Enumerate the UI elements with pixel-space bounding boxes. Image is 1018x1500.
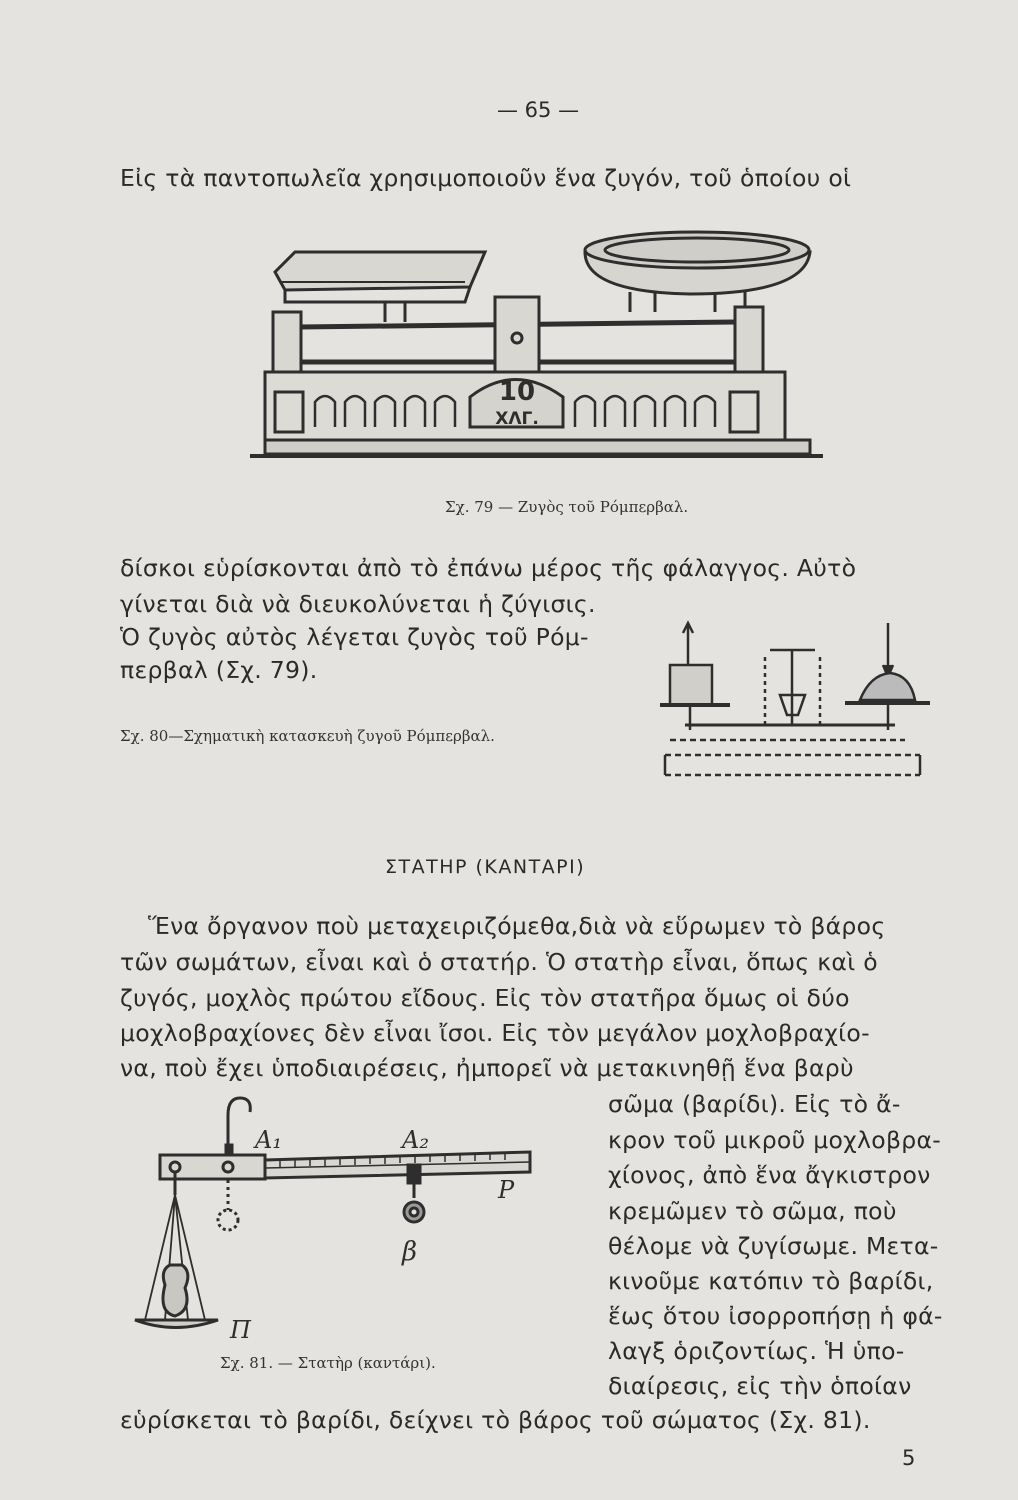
figure-80-caption: Σχ. 80—Σχηματικὴ κατασκευὴ ζυγοῦ Ρόμπερβαλ. [120, 727, 495, 745]
right-col-line-7: ἕως ὅτου ἰσορροπήσῃ ἡ φά- [608, 1302, 943, 1330]
figure-79-engraving-top: 10 [498, 377, 536, 407]
right-col-line-6: κινοῦμε κατόπιν τὸ βαρίδι, [608, 1267, 934, 1295]
para1-line2: γίνεται διὰ νὰ διευκολύνεται ἡ ζύγισις. [120, 590, 596, 618]
para2-line1: Ὁ ζυγὸς αὐτὸς λέγεται ζυγὸς τοῦ Ρόμ- [120, 623, 589, 651]
body-line-1: Ἕνα ὄργανον ποὺ μεταχειριζόμεθα,διὰ νὰ εὕρωμεν τὸ βάρος [148, 912, 886, 940]
label-p: P [498, 1176, 515, 1204]
right-col-line-5: θέλομε νὰ ζυγίσωμε. Μετα- [608, 1232, 939, 1260]
body-line-4: μοχλοβραχίονες δὲν εἶναι ἴσοι. Εἰς τὸν μεγάλον μοχλοβραχίο- [120, 1019, 870, 1047]
body-line-5: να, ποὺ ἔχει ὑποδιαιρέσεις, ἠμπορεῖ νὰ μετακινηθῇ ἕνα βαρὺ [120, 1054, 854, 1082]
label-b: β [402, 1237, 418, 1267]
page-number: — 65 — [497, 98, 580, 122]
figure-80-schematic [655, 615, 950, 795]
right-col-line-2: κρον τοῦ μικροῦ μοχλοβρα- [608, 1126, 942, 1154]
right-col-line-9: διαίρεσις, εἰς τὴν ὁποίαν [608, 1372, 912, 1400]
page-number-bottom: 5 [902, 1446, 916, 1470]
figure-79-engraving-bottom: ΧΛΓ. [495, 409, 539, 429]
label-a2: A₂ [402, 1126, 429, 1154]
intro-line: Εἰς τὰ παντοπωλεῖα χρησιμοποιοῦν ἕνα ζυγόν, τοῦ ὁποίου οἱ [120, 164, 852, 192]
figure-79-caption: Σχ. 79 — Ζυγὸς τοῦ Ρόμπερβαλ. [445, 498, 689, 516]
figure-79-roberval-balance [245, 212, 825, 482]
body-line-2: τῶν σωμάτων, εἶναι καὶ ὁ στατήρ. Ὁ στατὴρ εἶναι, ὅπως καὶ ὁ [120, 948, 878, 976]
figure-81-caption: Σχ. 81. — Στατὴρ (καντάρι). [220, 1354, 436, 1372]
para2-line2: περβαλ (Σχ. 79). [120, 656, 318, 684]
right-col-line-4: κρεμῶμεν τὸ σῶμα, ποὺ [608, 1197, 897, 1225]
label-pi: Π [230, 1316, 251, 1344]
right-col-line-3: χίονος, ἀπὸ ἕνα ἄγκιστρον [608, 1161, 931, 1189]
body-line-3: ζυγός, μοχλὸς πρώτου εἴδους. Εἰς τὸν στατῆρα ὅμως οἱ δύο [120, 984, 850, 1012]
label-a1: A₁ [255, 1126, 282, 1154]
figure-81-steelyard [130, 1090, 580, 1360]
right-col-line-1: σῶμα (βαρίδι). Εἰς τὸ ἄ- [608, 1090, 901, 1118]
para1-line1: δίσκοι εὑρίσκονται ἀπὸ τὸ ἐπάνω μέρος τῆς φάλαγγος. Αὐτὸ [120, 554, 857, 582]
right-col-line-8: λαγξ ὁριζοντίως. Ἡ ὑπο- [608, 1337, 905, 1365]
section-heading: ΣΤΑΤΗΡ (ΚΑΝΤΑΡΙ) [385, 856, 586, 878]
last-line: εὑρίσκεται τὸ βαρίδι, δείχνει τὸ βάρος τοῦ σώματος (Σχ. 81). [120, 1406, 871, 1434]
